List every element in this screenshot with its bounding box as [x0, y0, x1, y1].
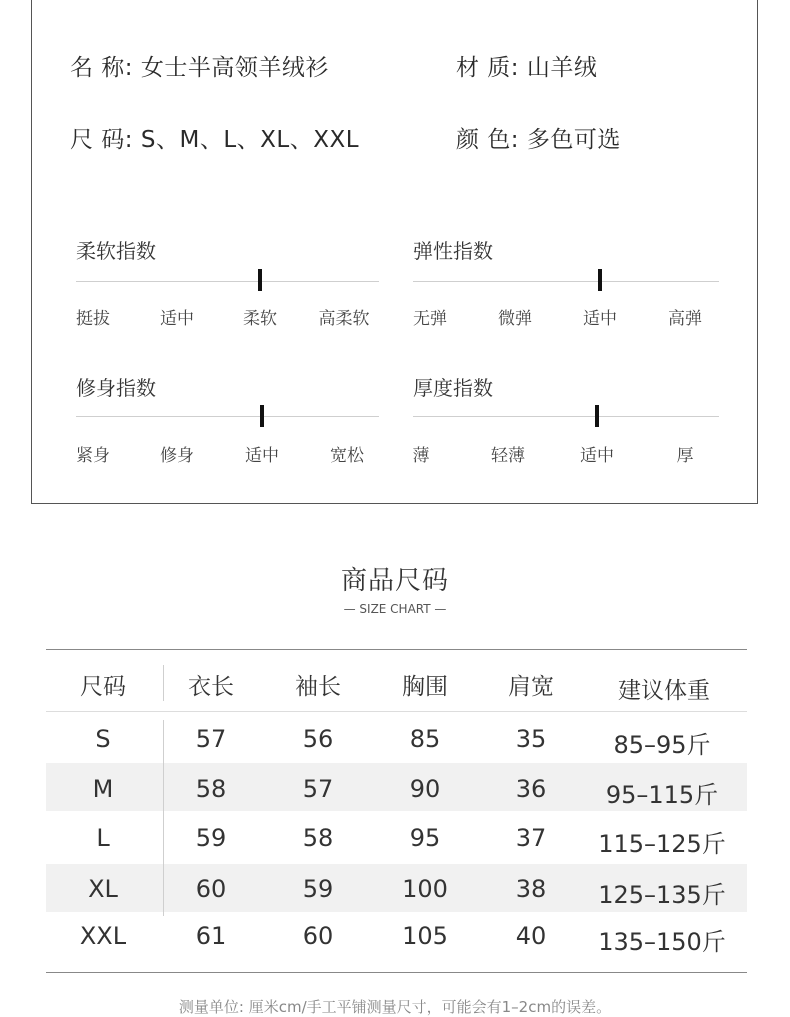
- table-cell: 58: [195, 775, 227, 803]
- thickness-index-labels: [32, 441, 759, 465]
- size-chart-subtitle: — SIZE CHART —: [343, 602, 447, 616]
- fit-index-track: [76, 416, 379, 417]
- table-cell: 58: [302, 824, 334, 852]
- name-value: 女士半高领羊绒衫: [140, 55, 329, 81]
- table-cell: 57: [302, 775, 334, 803]
- table-cell: 61: [195, 922, 227, 950]
- elasticity-level-label: 微弹: [498, 309, 532, 329]
- table-cell: 115–125斤: [598, 830, 726, 858]
- table-cell: 59: [302, 875, 334, 903]
- softness-level-label: 高柔软: [318, 309, 370, 329]
- table-row: [46, 912, 747, 970]
- table-header-row: [46, 650, 747, 712]
- softness-level-label: 适中: [160, 309, 194, 329]
- table-cell: 125–135斤: [598, 881, 726, 909]
- elasticity-level-label: 无弹: [413, 309, 447, 329]
- table-cell: 85: [409, 725, 441, 753]
- table-cell: 95: [409, 824, 441, 852]
- table-row: [46, 763, 747, 811]
- fit-index-title: 修身指数: [76, 376, 156, 400]
- table-cell: 40: [515, 922, 547, 950]
- table-row: [46, 864, 747, 912]
- table-cell: XXL: [79, 922, 127, 950]
- header-column-divider: [163, 665, 164, 701]
- table-cell: 85–95斤: [613, 731, 711, 759]
- name-label: 名 称:: [70, 55, 134, 81]
- measurement-note: 测量单位: 厘米cm/手工平铺测量尺寸，可能会有1–2cm的误差。: [178, 998, 612, 1016]
- fit-index-marker: [260, 405, 264, 427]
- fit-level-label: 紧身: [76, 446, 110, 466]
- table-cell: 90: [409, 775, 441, 803]
- elasticity-index-marker: [598, 269, 602, 291]
- thickness-index-marker: [595, 405, 599, 427]
- thickness-index-track: [413, 416, 719, 417]
- name-attribute: [70, 49, 329, 82]
- table-cell: 56: [302, 725, 334, 753]
- size-chart-title: 商品尺码: [340, 566, 449, 596]
- table-cell: 60: [195, 875, 227, 903]
- table-cell: 105: [402, 922, 448, 950]
- thickness-level-label: 适中: [580, 446, 614, 466]
- softness-index-track: [76, 281, 379, 282]
- color-attribute: [456, 121, 621, 154]
- material-value: 山羊绒: [526, 55, 598, 81]
- material-attribute: [456, 49, 597, 82]
- table-cell: 37: [515, 824, 547, 852]
- table-cell: 35: [515, 725, 547, 753]
- size-attribute: [70, 121, 359, 154]
- color-label: 颜 色:: [456, 127, 520, 153]
- material-label: 材 质:: [456, 55, 520, 81]
- elasticity-level-label: 适中: [583, 309, 617, 329]
- softness-level-label: 挺拔: [76, 309, 110, 329]
- fit-level-label: 修身: [160, 446, 194, 466]
- table-row: [46, 712, 747, 763]
- table-header-cell: 衣长: [188, 674, 234, 700]
- table-row: [46, 811, 747, 864]
- color-value: 多色可选: [526, 127, 621, 153]
- body-column-divider: [163, 720, 164, 916]
- table-header-cell: 尺码: [80, 674, 126, 700]
- table-header-cell: 袖长: [295, 674, 341, 700]
- table-header-cell: 肩宽: [508, 674, 554, 700]
- table-header-cell: 胸围: [402, 674, 448, 700]
- size-chart-table: [46, 649, 747, 973]
- softness-index-marker: [258, 269, 262, 291]
- elasticity-index-title: 弹性指数: [413, 239, 493, 263]
- table-cell: 95–115斤: [605, 781, 719, 809]
- table-cell: 100: [402, 875, 448, 903]
- fit-level-label: 宽松: [330, 446, 364, 466]
- table-cell: S: [95, 725, 111, 753]
- table-cell: L: [96, 824, 110, 852]
- table-cell: 57: [195, 725, 227, 753]
- size-label: 尺 码:: [70, 127, 134, 153]
- table-header-cell: 建议体重: [618, 678, 710, 704]
- table-cell: 60: [302, 922, 334, 950]
- elasticity-index-labels: [32, 304, 759, 328]
- thickness-level-label: 轻薄: [491, 446, 525, 466]
- elasticity-level-label: 高弹: [668, 309, 702, 329]
- softness-index-title: 柔软指数: [76, 239, 156, 263]
- thickness-index-title: 厚度指数: [413, 376, 493, 400]
- elasticity-index-track: [413, 281, 719, 282]
- size-value: S、M、L、XL、XXL: [140, 127, 360, 153]
- table-cell: M: [92, 775, 114, 803]
- softness-level-label: 柔软: [243, 309, 277, 329]
- product-info-panel: [31, 0, 758, 504]
- table-cell: 59: [195, 824, 227, 852]
- table-cell: XL: [88, 875, 118, 903]
- table-cell: 135–150斤: [598, 928, 726, 956]
- table-cell: 36: [515, 775, 547, 803]
- fit-level-label: 适中: [245, 446, 279, 466]
- thickness-level-label: 薄: [412, 446, 430, 466]
- thickness-level-label: 厚: [676, 446, 694, 466]
- table-cell: 38: [515, 875, 547, 903]
